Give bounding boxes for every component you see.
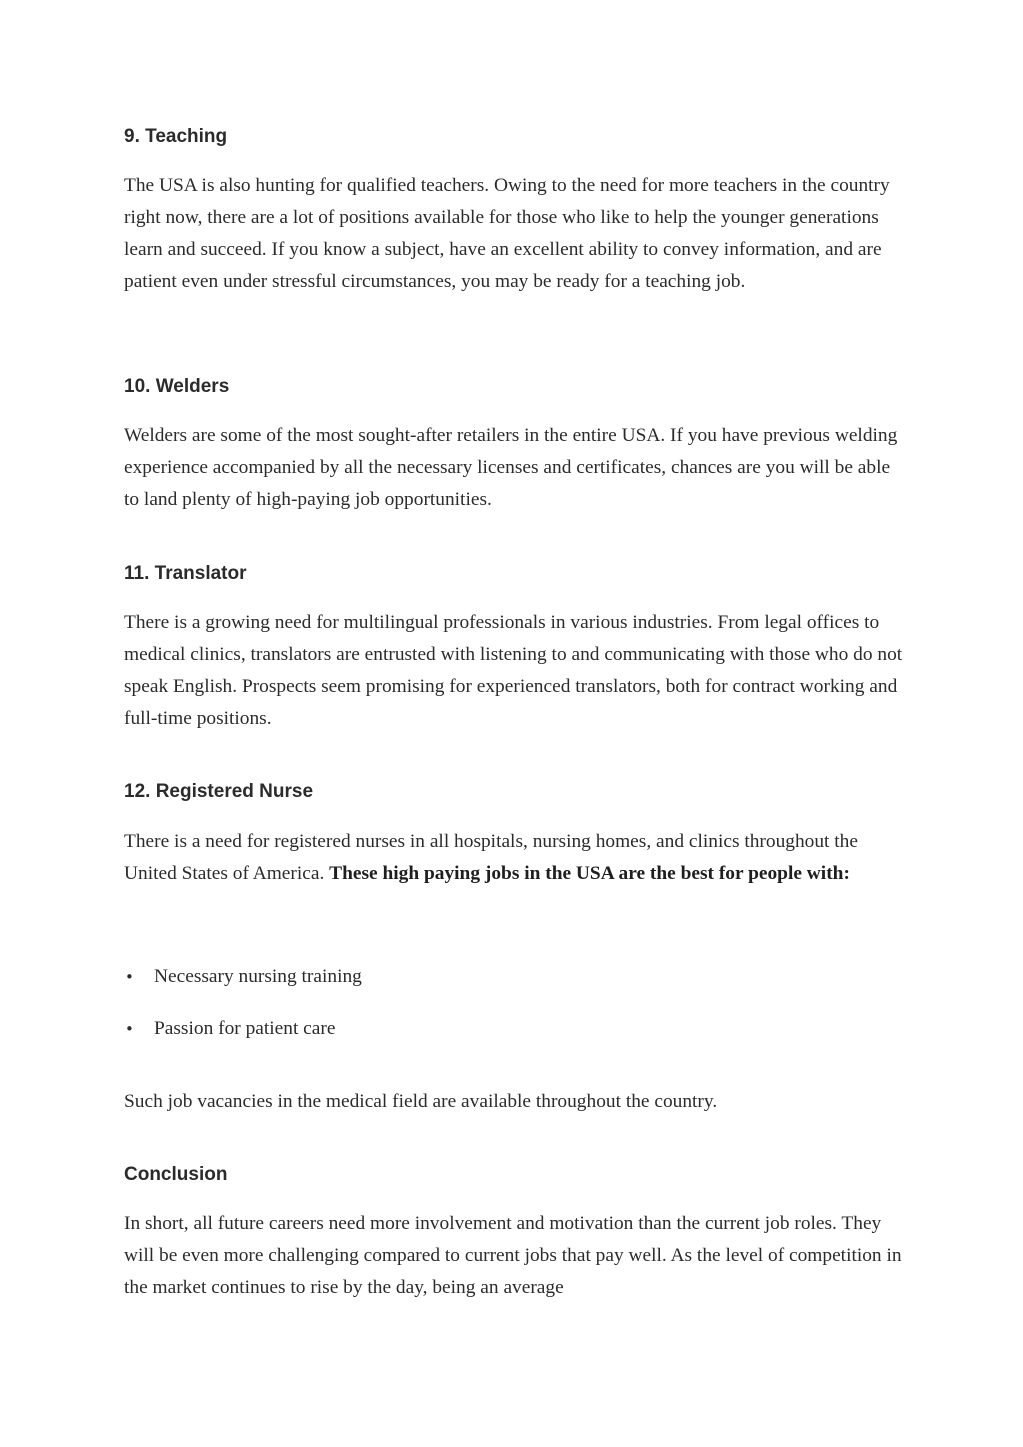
section-body-translator: There is a growing need for multilingual professionals in various industries. From legal offices to medical clinics, translators are entrusted with listening to and communicating with those who do not speak English. Prospects seem promising for experienced translators, both for contract working and full-time positions.: [124, 612, 903, 729]
section-heading-translator: 11. Translator: [124, 563, 247, 584]
list-item-text: Passion for patient care: [154, 1018, 336, 1039]
bullet-icon: •: [125, 968, 134, 986]
section-body-teaching: The USA is also hunting for qualified teachers. Owing to the need for more teachers in the country right now, there are a lot of positions available for those who like to help the younger generations learn and succeed. If you know a subject, have an excellent ability to convey information, and are patient even under stressful circumstances, you may be ready for a teaching job.: [124, 175, 890, 292]
section-body-registered-nurse: [124, 826, 904, 890]
list-item-text: Necessary nursing training: [154, 966, 362, 987]
section-body-welders: Welders are some of the most sought-after retailers in the entire USA. If you have previous welding experience accompanied by all the necessary licenses and certificates, chances are you will be able to land plenty of high-paying job opportunities.: [124, 425, 898, 510]
section-heading-welders: 10. Welders: [124, 376, 230, 397]
section-heading-teaching: 9. Teaching: [124, 126, 228, 147]
section-heading-registered-nurse: 12. Registered Nurse: [124, 781, 314, 802]
bullet-icon: •: [125, 1020, 134, 1038]
section-heading-conclusion: Conclusion: [124, 1164, 228, 1185]
section-closing-registered-nurse: Such job vacancies in the medical field are available throughout the country.: [124, 1091, 718, 1112]
nurse-body-text: There is a need for registered nurses in all hospitals, nursing homes, and clinics throughout the United States of America.: [124, 831, 858, 884]
nurse-body-emphasis: These high paying jobs in the USA are the best for people with:: [329, 863, 850, 884]
section-body-conclusion: In short, all future careers need more involvement and motivation than the current job roles. They will be even more challenging compared to current jobs that pay well. As the level of competition in the market continues to rise by the day, being an average: [124, 1213, 902, 1298]
